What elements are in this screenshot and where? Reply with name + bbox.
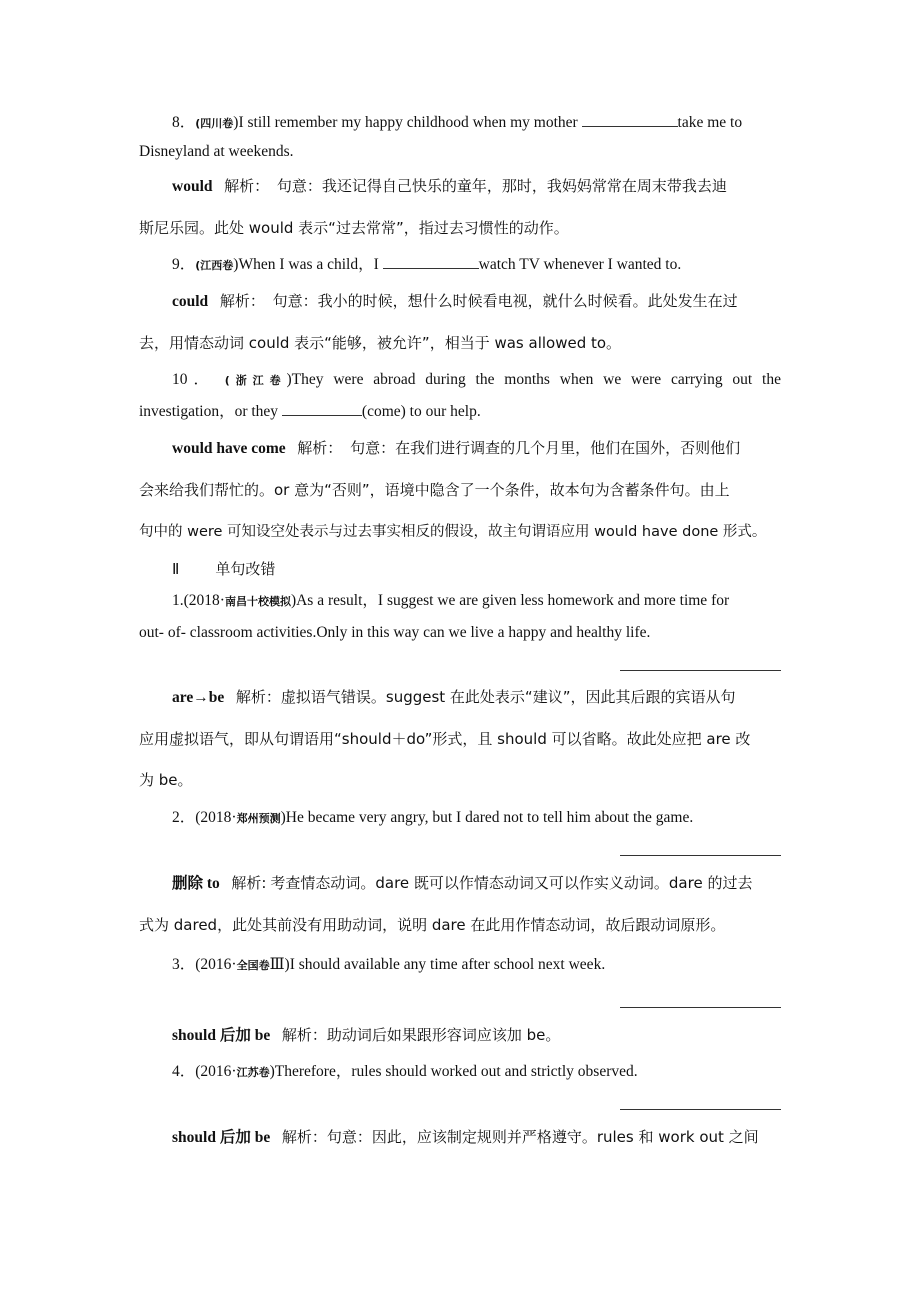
answer: could xyxy=(172,293,209,310)
analysis-text: 句意：我小的时候，想什么时候看电视，就什么时候看。此处发生在过 xyxy=(272,292,738,310)
answer: are→be xyxy=(172,689,225,706)
question-text: )They were abroad during the months when we were carrying out the xyxy=(286,371,781,388)
analysis-text: 应用虚拟语气，即从句谓语用“should＋do”形式，且 should 可以省略。故此处应把 are 改 xyxy=(139,730,751,748)
source-year: (2018· xyxy=(195,809,237,826)
question-text: Ⅲ)I should available any time after school next week. xyxy=(269,956,606,973)
answer-e3 xyxy=(172,1024,781,1046)
answer-e4 xyxy=(172,1126,781,1148)
question-8 xyxy=(172,112,781,134)
analysis-label: 解析： xyxy=(281,1128,327,1146)
question-text: out- of- classroom activities.Only in this way can we live a happy and healthy life. xyxy=(139,624,651,641)
question-number: 10． xyxy=(172,371,215,388)
source-year: (2016· xyxy=(195,1063,237,1080)
answer-e2 xyxy=(172,872,781,894)
analysis-label: 解析： xyxy=(297,439,343,457)
analysis-label: 解析： xyxy=(235,688,281,706)
answer-10 xyxy=(172,437,781,459)
analysis-text: 助动词后如果跟形容词应该加 be。 xyxy=(326,1026,561,1044)
section-title: 单句改错 xyxy=(215,560,276,578)
source-tag: (四川卷 xyxy=(195,117,234,130)
question-text: take me to xyxy=(677,114,743,131)
question-number: 9． xyxy=(172,256,196,273)
analysis-label: 解析: xyxy=(231,874,267,892)
question-text: )As a result，I suggest we are given less homework and more time for xyxy=(290,592,730,609)
question-text: Disneyland at weekends. xyxy=(139,143,294,160)
question-number: 1. xyxy=(172,592,184,609)
answer: should 后加 be xyxy=(172,1129,271,1146)
analysis-text: 句中的 were 可知设空处表示与过去事实相反的假设，故主句谓语应用 would have done 形式。 xyxy=(139,524,767,540)
analysis-label: 解析： xyxy=(219,292,265,310)
exercise-3 xyxy=(172,954,781,976)
answer: would xyxy=(172,178,213,195)
analysis-text: 句意：我还记得自己快乐的童年，那时，我妈妈常常在周末带我去迪 xyxy=(276,177,727,195)
answer: should 后加 be xyxy=(172,1027,271,1044)
question-text: )Therefore，rules should worked out and strictly observed. xyxy=(269,1063,638,1080)
section-heading xyxy=(172,558,781,580)
question-number: 8． xyxy=(172,114,196,131)
analysis-text: 斯尼乐园。此处 would 表示“过去常常”，指过去习惯性的动作。 xyxy=(139,219,569,237)
answer-line xyxy=(620,1007,781,1008)
analysis-label: 解析： xyxy=(224,177,270,195)
question-text: investigation，or they xyxy=(139,403,282,420)
source-tag: (浙江卷 xyxy=(224,374,287,387)
answer-line xyxy=(620,670,781,671)
analysis-text: 句意：因此，应该制定规则并严格遵守。rules 和 work out 之间 xyxy=(326,1128,759,1146)
answer-line xyxy=(620,855,781,856)
source-year: (2016· xyxy=(195,956,237,973)
question-number: 2． xyxy=(172,809,196,826)
analysis-text: 虚拟语气错误。suggest 在此处表示“建议”，因此其后跟的宾语从句 xyxy=(280,688,736,706)
answer-blank xyxy=(383,254,479,269)
question-text: (come) to our help. xyxy=(361,403,481,420)
question-10-line2 xyxy=(139,401,781,423)
answer-line xyxy=(620,1109,781,1110)
exercise-1 xyxy=(172,590,781,612)
question-number: 3． xyxy=(172,956,196,973)
section-number: Ⅱ xyxy=(172,560,180,578)
analysis-label: 解析： xyxy=(281,1026,327,1044)
analysis-text: 句意：在我们进行调查的几个月里，他们在国外，否则他们 xyxy=(350,439,741,457)
analysis-text: 为 be。 xyxy=(139,771,193,789)
answer-e1 xyxy=(172,686,781,708)
source-tag: 南昌十校模拟 xyxy=(224,595,291,608)
question-number: 4． xyxy=(172,1063,196,1080)
answer-blank xyxy=(582,112,678,127)
question-9 xyxy=(172,254,781,276)
answer-blank xyxy=(282,401,362,416)
answer-8 xyxy=(172,175,781,197)
analysis-text: 考查情态动词。dare 既可以作情态动词又可以作实义动词。dare 的过去 xyxy=(270,874,753,892)
analysis-text: 会来给我们帮忙的。or 意为“否则”，语境中隐含了一个条件，故本句为含蓄条件句。由上 xyxy=(139,481,730,499)
question-10 xyxy=(172,369,781,391)
exercise-4 xyxy=(172,1061,781,1083)
question-text: watch TV whenever I wanted to. xyxy=(478,256,682,273)
answer: 删除 to xyxy=(172,875,220,892)
question-text: )When I was a child，I xyxy=(233,256,383,273)
source-tag: 全国卷 xyxy=(236,959,270,972)
source-tag: (江西卷 xyxy=(195,259,234,272)
analysis-text: 去，用情态动词 could 表示“能够，被允许”，相当于 was allowed to。 xyxy=(139,334,622,352)
source-tag: 江苏卷 xyxy=(236,1066,270,1079)
exercise-2 xyxy=(172,807,781,829)
analysis-text: 式为 dared，此处其前没有用助动词，说明 dare 在此用作情态动词，故后跟动词原形。 xyxy=(139,916,726,934)
source-tag: 郑州预测 xyxy=(236,812,281,825)
question-text: )I still remember my happy childhood when my mother xyxy=(233,114,582,131)
answer: would have come xyxy=(172,440,286,457)
answer-9 xyxy=(172,290,781,312)
question-text: )He became very angry, but I dared not to tell him about the game. xyxy=(280,809,694,826)
source-year: (2018· xyxy=(183,592,225,609)
